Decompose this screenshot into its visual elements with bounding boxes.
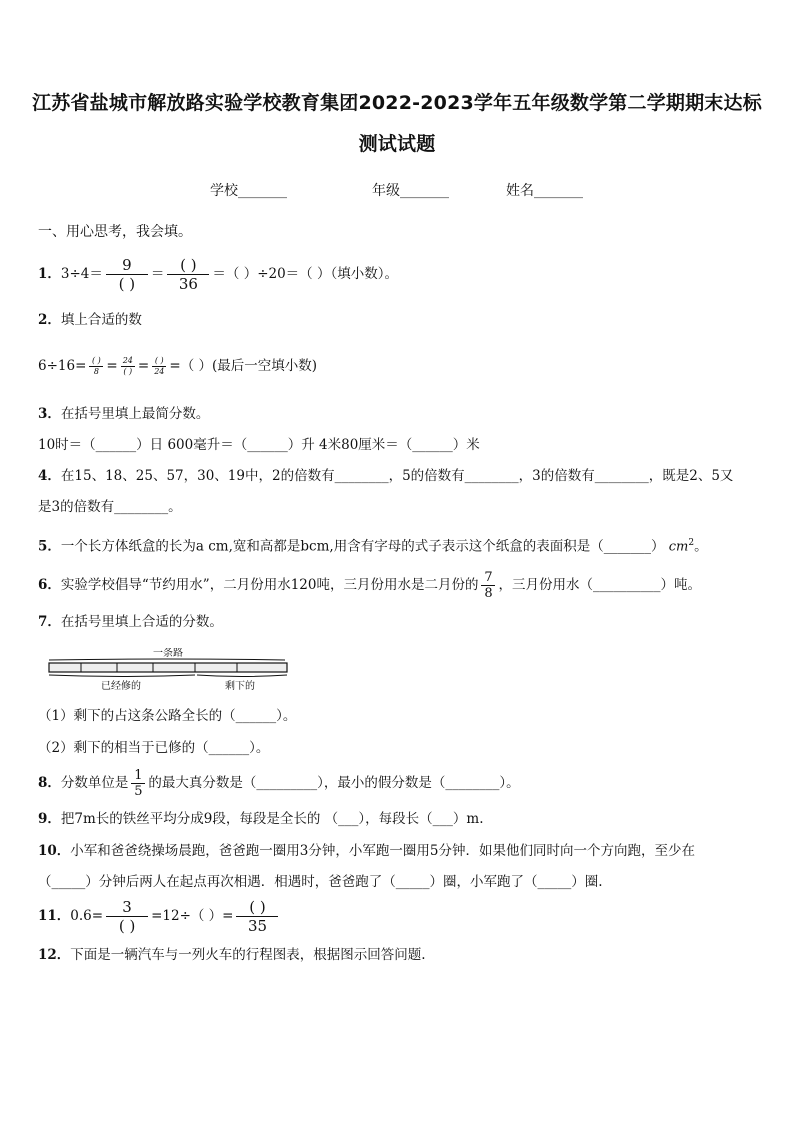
- question-number: 11．: [38, 908, 71, 924]
- question-number: 7．: [38, 614, 61, 630]
- question-1: [38, 254, 398, 294]
- question-10: [38, 841, 695, 861]
- fraction-denominator: 35: [247, 917, 268, 935]
- question-8: [38, 763, 520, 803]
- grade-field[interactable]: 年级_______: [372, 183, 449, 199]
- fraction-denominator: 36: [178, 275, 198, 293]
- fraction-denominator[interactable]: ( ): [123, 367, 133, 376]
- built-part-label: 已经修的: [101, 681, 141, 692]
- fraction-numerator[interactable]: ( ): [89, 356, 103, 367]
- fraction-numerator[interactable]: ( ): [152, 356, 166, 367]
- q2-tail: （ ）(最后一空填小数): [180, 358, 318, 374]
- q2-fraction-1: [89, 356, 103, 377]
- question-text[interactable]: 一个长方体纸盒的长为a cm,宽和高都是bcm,用含有字母的式子表示这个纸盒的表面积是（_______）: [60, 538, 665, 555]
- question-text: 填上合适的数: [60, 312, 142, 328]
- name-field[interactable]: 姓名_______: [506, 183, 583, 199]
- built-part-arc: [49, 675, 195, 677]
- unit-cm: cm: [668, 539, 689, 555]
- fraction-numerator: 7: [481, 570, 495, 586]
- section-heading: 一、用心思考，我会填。: [38, 224, 192, 240]
- question-number: 5．: [38, 538, 61, 555]
- total-length-arc: [49, 659, 285, 660]
- question-number: 4．: [38, 468, 61, 484]
- sentence-end: 。: [694, 538, 708, 555]
- fraction-numerator: 3: [106, 898, 148, 917]
- question-text: 实验学校倡导“节约用水”，二月份用水120吨，三月份用水是二月份的: [60, 577, 479, 593]
- q2-fraction-3: [152, 356, 166, 377]
- q1-tail: ＝（ ）÷20＝（ ）（填小数）。: [212, 266, 398, 282]
- remaining-part-arc: [197, 675, 287, 677]
- question-number: 1．: [38, 266, 61, 282]
- question-text: 下面是一辆汽车与一列火车的行程图表，根据图示回答问题.: [70, 947, 426, 963]
- question-7: [38, 612, 223, 632]
- question-text: 分数单位是: [60, 775, 129, 791]
- fraction-denominator[interactable]: ( ): [118, 275, 136, 293]
- question-text[interactable]: 把7m长的铁丝平均分成9段，每段是全长的 （___），每段长（___）m.: [60, 811, 484, 827]
- question-3: [38, 404, 209, 424]
- school-field[interactable]: 学校_______: [210, 183, 287, 199]
- question-7-part-2[interactable]: （2）剩下的相当于已修的（______）。: [38, 740, 270, 756]
- question-number: 8．: [38, 775, 61, 791]
- question-7-part-1[interactable]: （1）剩下的占这条公路全长的（______）。: [38, 708, 297, 724]
- q11-middle[interactable]: =12÷（ ）=: [151, 908, 234, 924]
- q8-fraction: [131, 768, 145, 799]
- fraction-numerator: 24: [122, 356, 133, 365]
- question-3-blanks[interactable]: 10时＝（______）日 600毫升＝（______）升 4米80厘米＝（______）米: [38, 437, 480, 453]
- q2-fraction-2: [121, 356, 135, 377]
- question-text: 小军和爸爸绕操场晨跑，爸爸跑一圈用3分钟，小军跑一圈用5分钟．如果他们同时向一个方向跑，至少在: [70, 843, 695, 859]
- q1-fraction-2: [167, 256, 209, 293]
- page-title-line2: 测试试题: [358, 133, 436, 155]
- q11-expression: 0.6=: [70, 908, 104, 924]
- fraction-denominator: 8: [93, 367, 99, 376]
- remaining-part-label: 剩下的: [225, 681, 255, 692]
- question-11: [38, 896, 281, 936]
- road-diagram: [45, 648, 295, 694]
- q11-fraction-1: [106, 898, 148, 935]
- question-text[interactable]: 在15、18、25、57，30、19中，2的倍数有________，5的倍数有________，3的倍数有________，既是2、5又: [60, 468, 734, 484]
- question-6: [38, 565, 701, 605]
- unit-exponent: 2: [688, 538, 695, 548]
- question-number: 10．: [38, 843, 71, 859]
- q11-fraction-2: [236, 898, 278, 935]
- question-text: 在括号里填上合适的分数。: [60, 614, 223, 630]
- question-4: [38, 466, 733, 486]
- question-number: 3．: [38, 406, 61, 422]
- question-5: [38, 533, 708, 558]
- page-title-line1: 江苏省盐城市解放路实验学校教育集团2022-2023学年五年级数学第二学期期末达标: [32, 92, 762, 114]
- fraction-denominator: 5: [134, 784, 143, 799]
- question-number: 6．: [38, 577, 61, 593]
- question-4-continued[interactable]: 是3的倍数有________。: [38, 499, 182, 515]
- question-number: 2．: [38, 312, 61, 328]
- fraction-numerator[interactable]: ( ): [236, 898, 278, 917]
- fraction-denominator: 8: [484, 586, 493, 601]
- road-bar: [49, 663, 287, 672]
- equals-sign: ＝: [150, 266, 165, 282]
- q2-expression: 6÷16=: [38, 358, 87, 374]
- question-number: 9．: [38, 811, 61, 827]
- question-text: 在括号里填上最简分数。: [60, 406, 210, 422]
- q6-fraction: [481, 570, 495, 601]
- fraction-denominator: 24: [154, 367, 165, 376]
- q1-expression: 3÷4＝: [60, 266, 103, 282]
- question-9: [38, 809, 484, 829]
- road-total-label: 一条路: [153, 648, 183, 659]
- question-12: [38, 945, 426, 965]
- q6-tail[interactable]: ，三月份用水（__________）吨。: [498, 577, 701, 593]
- q1-fraction-1: [106, 256, 148, 293]
- question-10-continued[interactable]: （_____）分钟后两人在起点再次相遇．相遇时，爸爸跑了（_____）圈，小军跑了（_____）圈.: [38, 874, 603, 890]
- question-2: [38, 310, 142, 330]
- fraction-numerator[interactable]: ( ): [167, 256, 209, 275]
- question-2-expression: 6÷16= $\frac{( )}{8}$ = $\frac{24}{( )}$ = $\frac{( )}{24}$ =（ ）(最后一空填小数): [38, 356, 318, 376]
- fraction-denominator[interactable]: ( ): [118, 917, 136, 935]
- q8-tail[interactable]: 的最大真分数是（_________），最小的假分数是（________）。: [148, 775, 520, 791]
- fraction-numerator: 1: [131, 768, 145, 784]
- question-number: 12．: [38, 947, 71, 963]
- fraction-numerator: 9: [106, 256, 148, 275]
